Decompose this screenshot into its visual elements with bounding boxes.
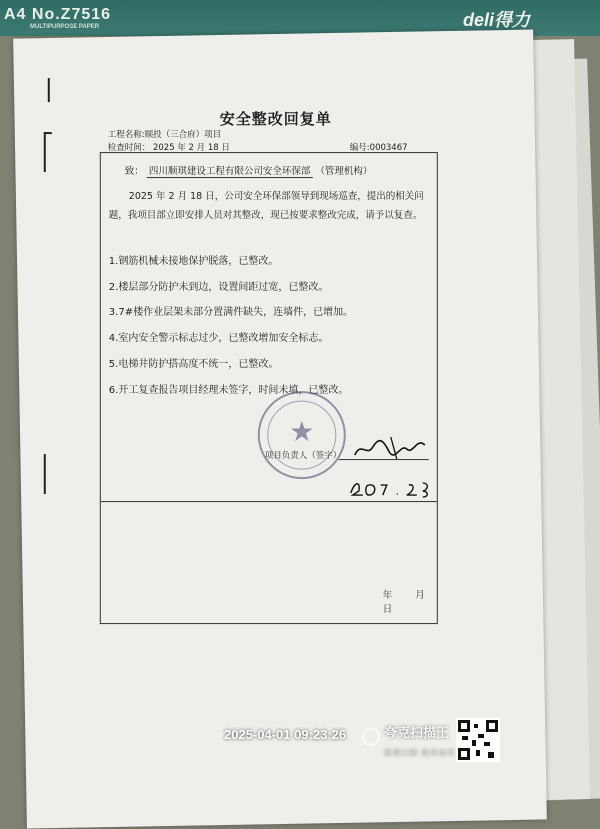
box-brand-left-text: A4 No.Z7516 (4, 6, 112, 23)
document-paper (13, 30, 547, 829)
signature-underline (339, 459, 429, 460)
handwritten-date (347, 475, 437, 499)
leader-signature-label: 项目负责人（签字） (264, 451, 342, 462)
list-item: 3.7#楼作业层架未部分置满件缺失，连墙件，已增加。 (108, 307, 354, 319)
list-item: 4.室内安全警示标志过少，已整改增加安全标志。 (108, 333, 329, 345)
qr-code-icon (456, 718, 500, 762)
body-paragraph: 2025 年 2 月 18 日，公司安全环保部领导到现场巡查，提出的相关问题，我项目部立即安排人员对其整改，现已按要求整改完成，请予以复查。 (108, 191, 424, 222)
document-title: 安全整改回复单 (219, 110, 332, 129)
box-brand-right: deli得力 (462, 10, 530, 30)
scanner-logo-icon (362, 728, 380, 746)
box-brand-left (4, 6, 111, 30)
recipient-suffix: （管理机构） (315, 166, 373, 178)
list-item: 6.开工复查报告项目经理未签字，时间未填，已整改。 (108, 384, 349, 396)
company-seal (258, 391, 346, 479)
review-date: 年 月 日 (382, 590, 435, 616)
binding-mark (44, 454, 46, 494)
list-item: 2.楼层部分防护未到边，设置间距过宽，已整改。 (108, 281, 329, 293)
recipient-org: 四川顺琪建设工程有限公司安全环保部 (148, 166, 311, 178)
recipient-line (125, 163, 373, 177)
seal-star-icon: ★ (289, 415, 315, 449)
inspection-time: 检查时间： 2025 年 2 月 18 日 (107, 143, 230, 154)
rectification-list (109, 249, 435, 403)
document-number: 编号:0003467 (349, 143, 408, 154)
binding-mark (44, 132, 46, 172)
box-brand-left-sub: MULTIPURPOSE PAPER (30, 24, 100, 30)
binding-mark (48, 78, 50, 102)
scanner-watermark (384, 722, 455, 758)
capture-timestamp: 2025-04-01 09:23:26 (224, 727, 347, 742)
qr-pattern (458, 720, 498, 760)
form-table (100, 152, 438, 624)
scanner-slogan: 极速扫描 就是高效 (384, 748, 456, 757)
section-divider (101, 501, 437, 502)
recipient-prefix: 致： (124, 166, 144, 178)
list-item: 1.钢筋机械未接地保护脱落，已整改。 (108, 256, 279, 268)
scanner-app-name: 夸克扫描王 (384, 726, 450, 741)
project-name: 工程名称:顺投（三合府）项目 (107, 130, 222, 141)
list-item: 5.电梯井防护搭高度不统一，已整改。 (108, 358, 279, 370)
